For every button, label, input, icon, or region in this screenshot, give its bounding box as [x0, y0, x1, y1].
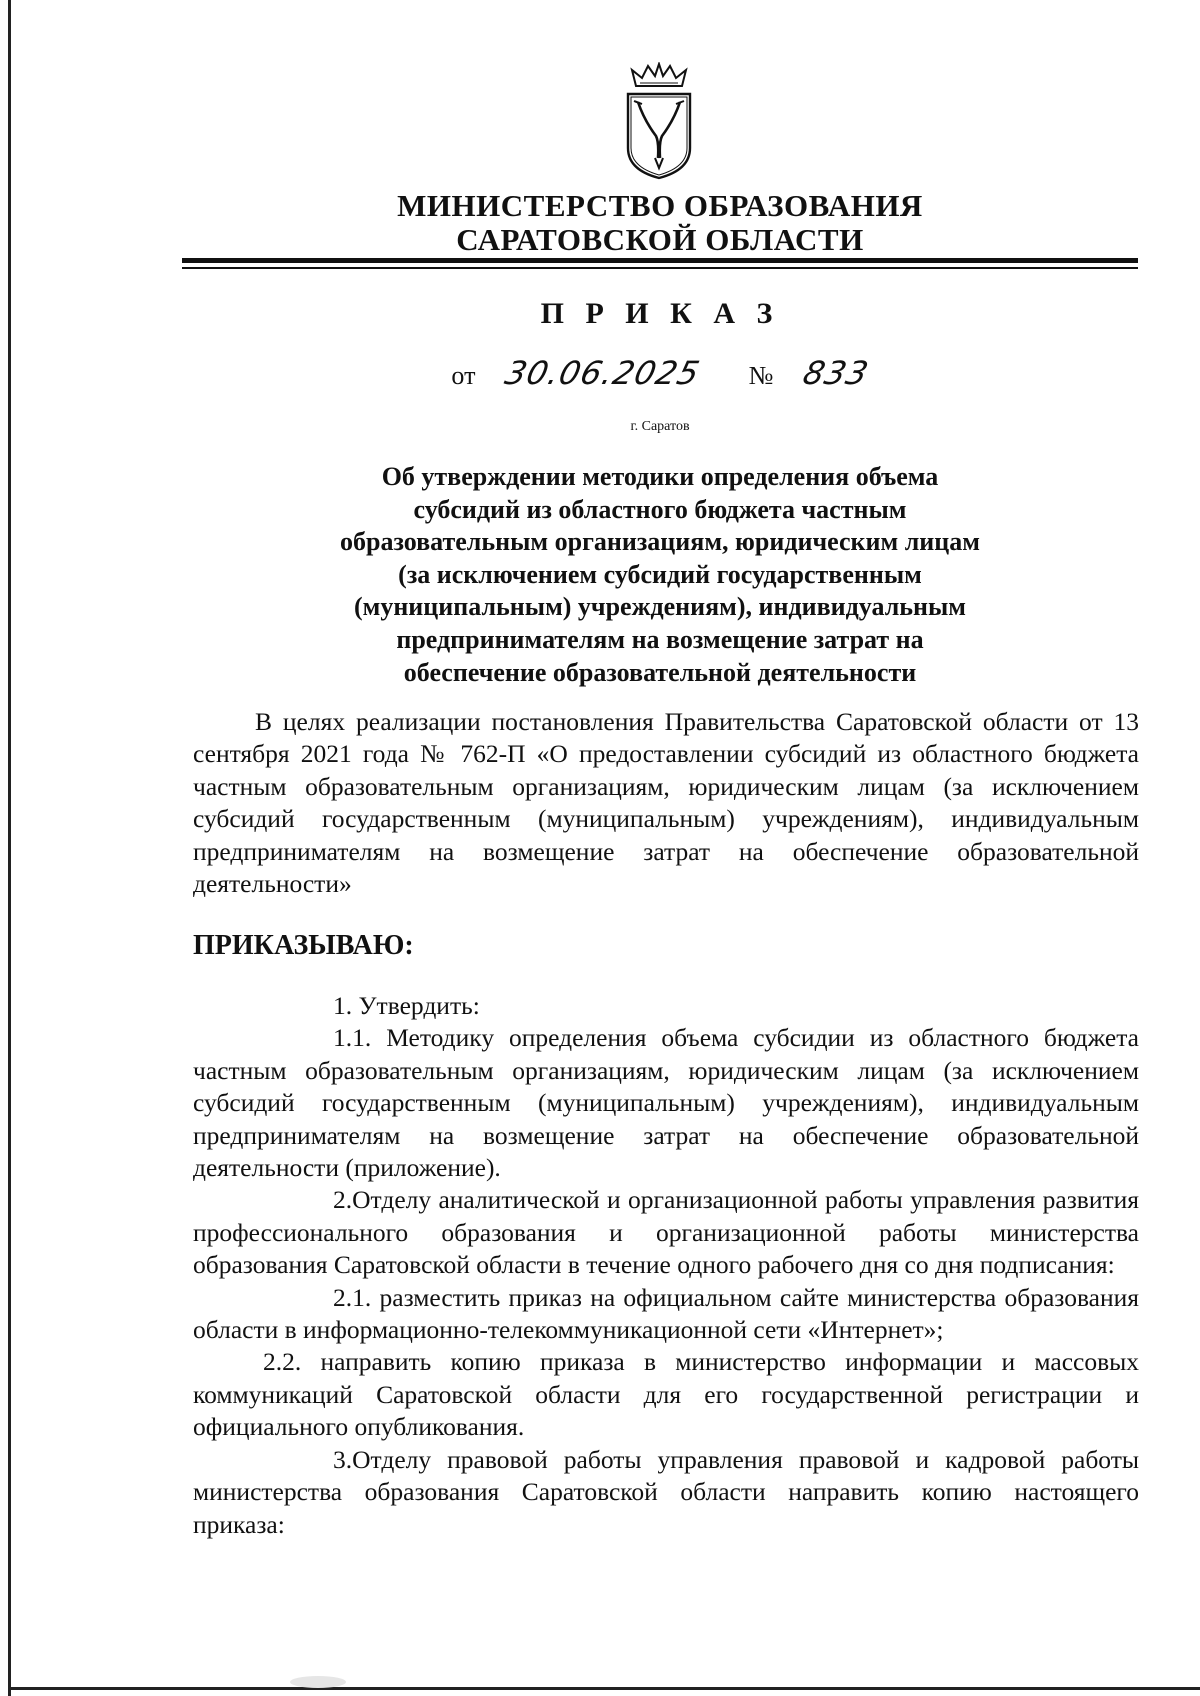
title-line: Об утверждении методики определения объема: [381, 462, 939, 491]
order-item: [193, 1444, 1139, 1541]
item-text: разместить приказ на официальном сайте министерства образования области в информационно-телекоммуникационной сети «Интернет»;: [193, 1282, 1140, 1345]
ministry-name-line1: МИНИСТЕРСТВО ОБРАЗОВАНИЯ: [397, 188, 923, 223]
coat-of-arms-emblem: [622, 62, 696, 180]
item-text: Утвердить:: [358, 991, 480, 1020]
title-line: (за исключением субсидий государственным: [398, 559, 922, 589]
title-line: обеспечение образовательной деятельности: [403, 657, 917, 687]
scan-smudge: [290, 1676, 346, 1688]
preamble-paragraph: В целях реализации постановления Правительства Саратовской области от 13 сентября 2021 года № 762-П «О предоставлении субсидий из областного бюджета частным образовательным организациям, юридическим лицам (за исключением субсидий государственным (муниципальным) учреждениям), индивидуальным предпринимателям на возмещение затрат на обеспечение образовательной деятельности»: [193, 707, 1139, 899]
item-number: 1.: [333, 991, 353, 1020]
item-number: 2.1.: [333, 1282, 372, 1312]
item-text: Отделу правовой работы управления правовой и кадровой работы министерства образования Саратовской области направить копию настоящего приказа:: [193, 1444, 1139, 1539]
city: г. Саратов: [630, 419, 690, 434]
item-text: направить копию приказа в министерство информации и массовых коммуникаций Саратовской области для его государственной регистрации и официального опубликования.: [193, 1347, 1140, 1442]
handwritten-date: 30.06.2025: [501, 354, 705, 392]
order-item: [193, 1282, 1139, 1347]
item-text: Методику определения объема субсидии из областного бюджета частным образовательным организациям, юридическим лицам (за исключением субсидий государственным (муниципальным) учреждениям), индивидуальным предпринимателям на возмещение затрат на обеспечение образовательной деятельности (приложение).: [193, 1023, 1139, 1183]
order-title: [290, 461, 1030, 689]
order-date-line: [0, 354, 1200, 392]
order-item: [193, 990, 1139, 1022]
handwritten-number: 833: [799, 354, 874, 392]
number-prefix: №: [748, 361, 774, 390]
title-line: образовательным организациям, юридическим лицам: [340, 527, 980, 557]
order-item: [193, 1346, 1139, 1443]
date-prefix: от: [451, 361, 476, 390]
order-item: [193, 1184, 1139, 1281]
title-line: предпринимателям на возмещение затрат на: [396, 624, 924, 654]
title-line: (муниципальным) учреждениям), индивидуальным: [353, 592, 967, 622]
item-number: 2.: [333, 1185, 353, 1215]
scan-border-bottom: [8, 1687, 1200, 1690]
item-number: 2.2.: [263, 1347, 302, 1377]
ministry-name-line2: САРАТОВСКОЙ ОБЛАСТИ: [456, 222, 864, 257]
order-directive: ПРИКАЗЫВАЮ:: [193, 930, 414, 961]
title-line: субсидий из областного бюджета частным: [413, 494, 907, 524]
item-number: 3.: [333, 1444, 353, 1474]
header-rule-thick: [182, 258, 1138, 263]
item-number: 1.1.: [333, 1023, 372, 1053]
order-items: [193, 990, 1139, 1541]
order-heading: П Р И К А З: [540, 297, 780, 330]
header-rule-thin: [182, 267, 1138, 269]
item-text: Отделу аналитической и организационной работы управления развития профессионального образования и организационной работы министерства образования Саратовской области в течение одного рабочего дня со дня подписания:: [193, 1185, 1139, 1280]
order-item: [193, 1022, 1139, 1184]
